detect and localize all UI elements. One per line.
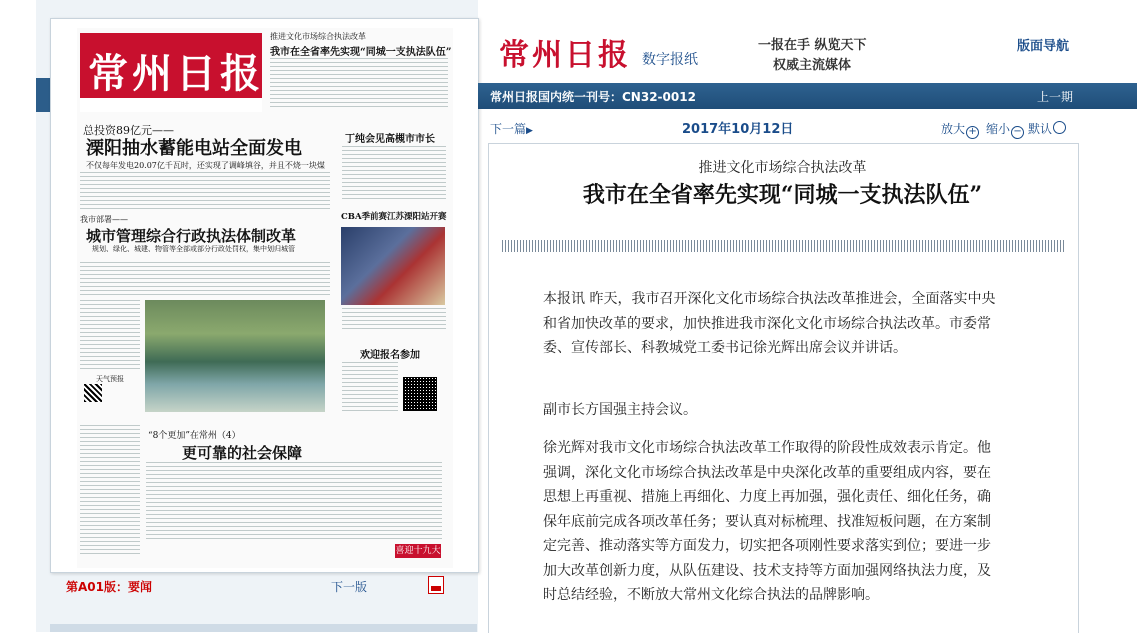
zoom-in-label: 放大 <box>941 122 966 136</box>
thumb-weather-label: 天气预报 <box>96 375 124 383</box>
site-logo[interactable]: 常州日报 <box>499 38 631 73</box>
pdf-download-icon[interactable] <box>428 576 444 594</box>
issn-text: 常州日报国内统一刊号：CN32-0012 <box>490 90 696 104</box>
thumb-story1-headline[interactable]: 溧阳抽水蓄能电站全面发电 <box>86 138 302 159</box>
thumb-story1-kicker[interactable]: 总投资89亿元—— <box>83 124 174 137</box>
thumb-story2-sub[interactable]: 规划、绿化、城建、物管等全部或部分行政处罚权，集中划归城管 <box>92 245 295 253</box>
thumb-story3-headline[interactable]: 更可靠的社会保障 <box>182 444 303 462</box>
thumb-side2-headline[interactable]: CBA季前赛江苏溧阳站开赛 <box>341 212 447 222</box>
article-paragraph: 本报讯 昨天，我市召开深化文化市场综合执法改革推进会，全面落实中央和省加快改革的要求，加快推进我市深化文化市场综合执法改革。市委常委、宣传部长、科教城党工委书记徐光辉出席会议并讲话。 <box>543 291 996 356</box>
next-article-link[interactable] <box>490 120 533 137</box>
thumb-story2-headline[interactable]: 城市管理综合行政执法体制改革 <box>86 227 297 245</box>
minus-icon: − <box>1011 126 1024 139</box>
next-page-link[interactable]: 下一版 <box>331 580 368 594</box>
thumb-story2-kicker[interactable]: 我市部署—— <box>80 215 128 224</box>
article-paragraph: 徐光辉对我市文化市场综合执法改革工作取得的阶段性成效表示肯定。他强调，深化文化市场综合执法改革是中央深化改革的重要组成内容，要在思想上再重视、措施上再细化、力度上再加强，强化责任、细化任务，确保年底前完成各项改革任务；要认真对标梳理、找准短板问题，在方案制定完善、推动落实等方面发力，切实把各项刚性要求落实到位；要进一步加大改革创新力度，从队伍建设、技术支持等方面加强网络执法力度，及时总结经验，不断放大常州文化综合执法的品牌影响。 <box>543 440 991 603</box>
slogan-line1: 一报在手 纵览天下 <box>758 38 867 53</box>
thumb-celebration-badge: 喜迎十九大 <box>395 546 441 556</box>
zoom-out-label: 缩小 <box>986 122 1011 136</box>
zoom-in-button[interactable] <box>941 120 979 139</box>
thumb-river-photo <box>145 300 325 412</box>
thumb-qr-code <box>84 384 102 402</box>
thumb-masthead-info <box>80 98 262 112</box>
thumb-text-block <box>80 172 330 212</box>
thumb-story3-kicker[interactable]: “8个更加”在常州（4） <box>148 431 241 441</box>
thumb-text-block <box>80 300 140 370</box>
page-navigation-link[interactable]: 版面导航 <box>1017 39 1070 54</box>
thumb-text-block <box>270 58 448 110</box>
next-article-label: 下一篇 <box>490 122 527 136</box>
thumb-side3-headline[interactable]: 欢迎报名参加 <box>360 350 420 361</box>
zoom-default-button[interactable] <box>1028 120 1066 137</box>
thumb-text-block <box>342 146 446 201</box>
thumb-text-block <box>342 308 446 330</box>
left-panel-bottom-bar <box>50 624 477 632</box>
zoom-default-label: 默认 <box>1028 122 1053 136</box>
thumb-side1-headline[interactable]: 丁纯会见高槻市市长 <box>345 134 435 145</box>
article-headline: 我市在全省率先实现“同城一支执法队伍” <box>582 182 983 208</box>
page-label-link[interactable]: 第A01版：要闻 <box>66 580 152 594</box>
zoom-out-button[interactable] <box>986 120 1024 139</box>
thumb-text-block <box>146 462 442 540</box>
thumb-top-kicker[interactable]: 推进文化市场综合执法改革 <box>270 32 366 41</box>
slogan-line2: 权威主流媒体 <box>773 58 852 73</box>
article-divider <box>502 240 1064 252</box>
plus-icon: + <box>966 126 979 139</box>
article-kicker: 推进文化市场综合执法改革 <box>698 160 867 176</box>
thumb-masthead-title: 常州日报 <box>88 50 264 97</box>
circle-icon <box>1053 121 1066 134</box>
previous-issue-link[interactable]: 上一期 <box>1037 90 1074 104</box>
site-logo-subtitle: 数字报纸 <box>642 52 698 68</box>
panel-accent-strip <box>36 78 50 112</box>
thumb-story1-sub[interactable]: 不仅每年发电20.07亿千瓦时，还实现了调峰填谷，并且不烧一块煤 <box>86 161 325 170</box>
issue-date: 2017年10月12日 <box>682 122 794 137</box>
article-paragraph: 副市长方国强主持会议。 <box>543 402 697 418</box>
thumb-top-headline[interactable]: 我市在全省率先实现“同城一支执法队伍” <box>270 47 452 58</box>
arrow-right-icon: ▶ <box>526 126 533 136</box>
thumb-text-block <box>342 362 398 412</box>
thumb-text-block <box>80 262 330 296</box>
thumb-basketball-photo <box>341 227 445 305</box>
thumb-text-block <box>80 425 140 555</box>
thumb-qr-code-large <box>403 377 437 411</box>
